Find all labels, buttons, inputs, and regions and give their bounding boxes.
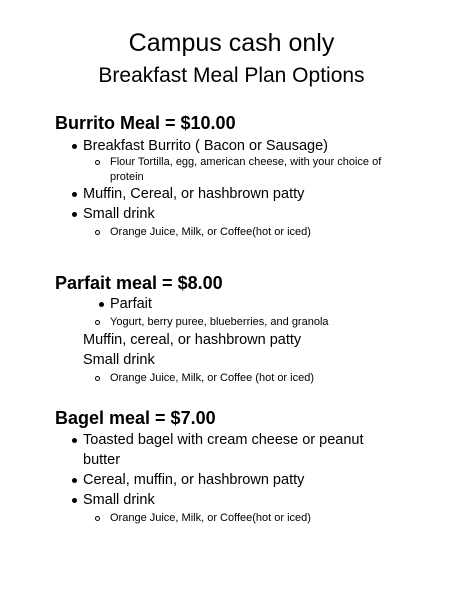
- bagel-item-drink: Small drink: [83, 492, 155, 508]
- bagel-item-bagel: Toasted bagel with cream cheese or peanut: [83, 432, 364, 448]
- page-subtitle: Breakfast Meal Plan Options: [98, 64, 365, 87]
- burrito-item-detail-cont: protein: [110, 171, 144, 183]
- bullet-icon: [72, 192, 77, 197]
- sub-bullet-icon: [95, 160, 100, 165]
- bullet-icon: [99, 302, 104, 307]
- burrito-item-drink: Small drink: [83, 206, 155, 222]
- burrito-item-side: Muffin, Cereal, or hashbrown patty: [83, 186, 305, 202]
- sub-bullet-icon: [95, 320, 100, 325]
- bullet-icon: [72, 478, 77, 483]
- bagel-item-bagel-cont: butter: [83, 452, 121, 468]
- bullet-icon: [72, 438, 77, 443]
- sub-bullet-icon: [95, 516, 100, 521]
- parfait-item-side: Muffin, cereal, or hashbrown patty: [83, 332, 302, 348]
- sub-bullet-icon: [95, 230, 100, 235]
- page-title: Campus cash only: [128, 29, 335, 57]
- bagel-heading: Bagel meal = $7.00: [55, 408, 216, 428]
- parfait-item-drink: Small drink: [83, 352, 155, 368]
- parfait-item-parfait: Parfait: [110, 296, 152, 312]
- sub-bullet-icon: [95, 376, 100, 381]
- bagel-drink-detail: Orange Juice, Milk, or Coffee(hot or iced): [110, 512, 311, 524]
- parfait-drink-detail: Orange Juice, Milk, or Coffee (hot or iced): [110, 372, 314, 384]
- bullet-icon: [72, 212, 77, 217]
- burrito-heading: Burrito Meal = $10.00: [55, 113, 236, 133]
- bullet-icon: [72, 144, 77, 149]
- parfait-heading: Parfait meal = $8.00: [55, 273, 223, 293]
- parfait-item-detail: Yogurt, berry puree, blueberries, and granola: [110, 316, 329, 328]
- bullet-icon: [72, 498, 77, 503]
- burrito-drink-detail: Orange Juice, Milk, or Coffee(hot or iced): [110, 226, 311, 238]
- bagel-item-side: Cereal, muffin, or hashbrown patty: [83, 472, 305, 488]
- burrito-item-burrito: Breakfast Burrito ( Bacon or Sausage): [83, 138, 329, 154]
- burrito-item-detail: Flour Tortilla, egg, american cheese, with your choice of: [110, 156, 382, 168]
